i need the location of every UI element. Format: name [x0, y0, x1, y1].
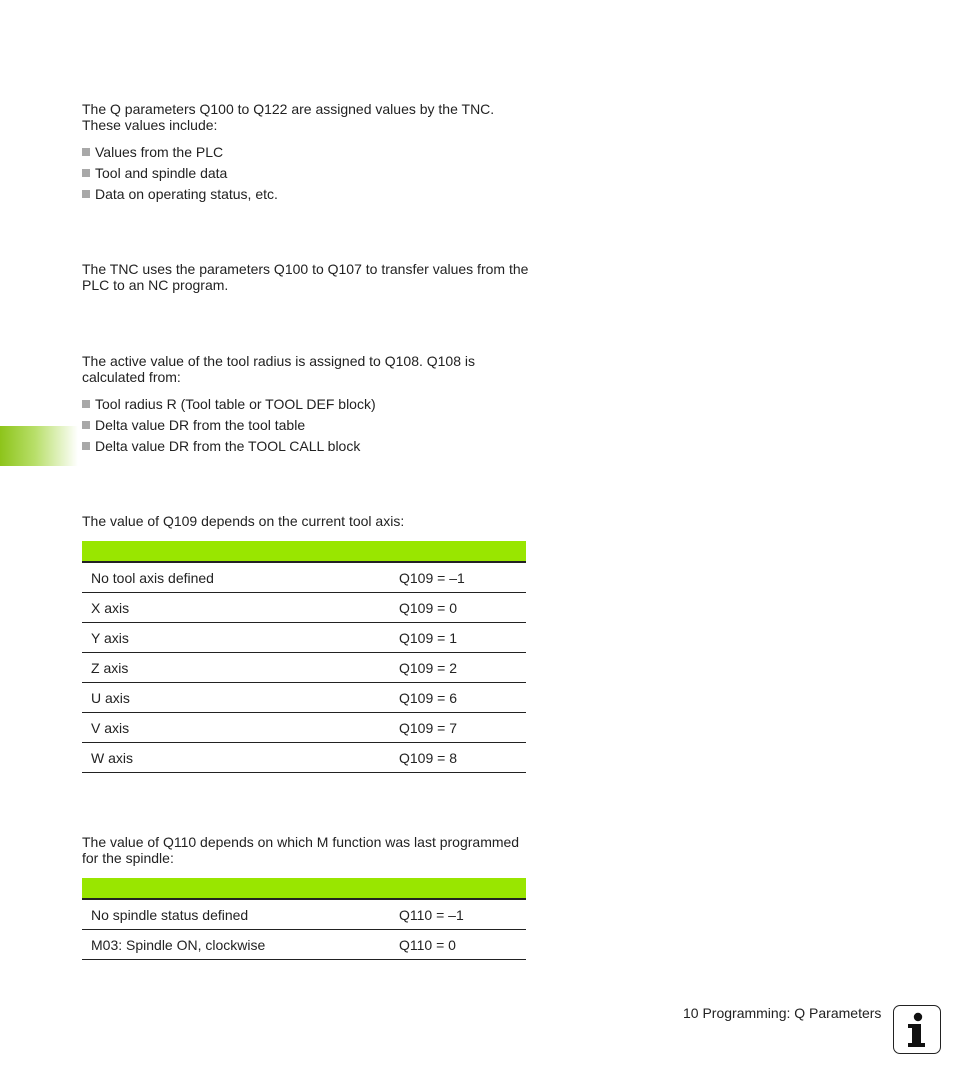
bullet-square-icon — [82, 442, 90, 450]
list-item: Tool radius R (Tool table or TOOL DEF block) — [82, 396, 376, 417]
table-row: X axis Q109 = 0 — [82, 593, 526, 623]
bullet-square-icon — [82, 421, 90, 429]
bullet-square-icon — [82, 190, 90, 198]
bullet-square-icon — [82, 169, 90, 177]
bullet-square-icon — [82, 148, 90, 156]
table-row: M03: Spindle ON, clockwise Q110 = 0 — [82, 930, 526, 960]
info-icon-glyph — [894, 1006, 939, 1052]
table-row: Z axis Q109 = 2 — [82, 653, 526, 683]
list-item: Delta value DR from the tool table — [82, 417, 376, 438]
radius-bullet-list — [82, 396, 376, 459]
tool-axis-table — [82, 541, 526, 773]
spindle-paragraph: The value of Q110 depends on which M function was last programmed for the spindle: — [82, 834, 520, 866]
table-row: No tool axis defined Q109 = –1 — [82, 562, 526, 593]
intro-paragraph: The Q parameters Q100 to Q122 are assigned values by the TNC. These values include: — [82, 101, 495, 133]
tool-axis-paragraph: The value of Q109 depends on the current tool axis: — [82, 513, 405, 529]
table-row: No spindle status defined Q110 = –1 — [82, 899, 526, 930]
bullet-square-icon — [82, 400, 90, 408]
plc-paragraph: The TNC uses the parameters Q100 to Q107 to transfer values from the PLC to an NC program. — [82, 261, 529, 293]
list-item: Tool and spindle data — [82, 165, 278, 186]
table-row: W axis Q109 = 8 — [82, 743, 526, 773]
info-icon — [893, 1005, 941, 1054]
spindle-table — [82, 878, 526, 960]
radius-paragraph: The active value of the tool radius is assigned to Q108. Q108 is calculated from: — [82, 353, 476, 385]
chapter-tab-marker — [0, 426, 78, 466]
table-row: Y axis Q109 = 1 — [82, 623, 526, 653]
table-row: U axis Q109 = 6 — [82, 683, 526, 713]
intro-bullet-list — [82, 144, 278, 207]
table-header-row — [82, 878, 526, 899]
table-header-row — [82, 541, 526, 562]
list-item: Delta value DR from the TOOL CALL block — [82, 438, 376, 459]
list-item: Values from the PLC — [82, 144, 278, 165]
footer-chapter-title: 10 Programming: Q Parameters — [683, 1005, 882, 1021]
table-row: V axis Q109 = 7 — [82, 713, 526, 743]
list-item: Data on operating status, etc. — [82, 186, 278, 207]
